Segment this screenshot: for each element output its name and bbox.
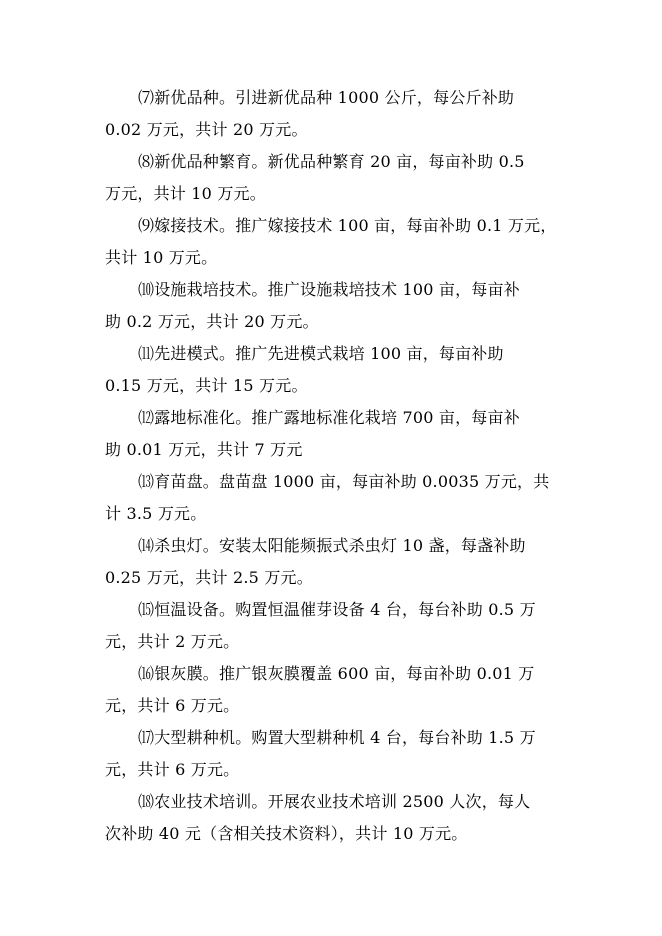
paragraph-item-8: [105, 146, 573, 210]
paragraph-line: ⒁杀虫灯。安装太阳能频振式杀虫灯 10 盏，每盏补助: [138, 536, 526, 555]
paragraph-line: ⒂恒温设备。购置恒温催芽设备 4 台，每台补助 0.5 万: [138, 600, 536, 619]
paragraph-line: 元，共计 6 万元。: [105, 760, 240, 779]
paragraph-line: 元，共计 6 万元。: [105, 696, 240, 715]
paragraph-line: 助 0.01 万元，共计 7 万元: [105, 440, 303, 459]
paragraph-item-14: [105, 530, 573, 594]
paragraph-item-9: [105, 210, 573, 274]
paragraph-item-18: [105, 786, 573, 850]
paragraph-line: 万元，共计 10 万元。: [105, 184, 266, 203]
paragraph-line: ⒅农业技术培训。开展农业技术培训 2500 人次，每人: [138, 792, 531, 811]
paragraph-line: 助 0.2 万元，共计 20 万元。: [105, 312, 319, 331]
paragraph-line: ⒀育苗盘。盘苗盘 1000 亩，每亩补助 0.0035 万元，共: [138, 472, 550, 491]
paragraph-item-17: [105, 722, 573, 786]
paragraph-line: ⑻新优品种繁育。新优品种繁育 20 亩，每亩补助 0.5: [138, 152, 525, 171]
paragraph-line: ⑽设施栽培技术。推广设施栽培技术 100 亩，每亩补: [138, 280, 520, 299]
paragraph-item-12: [105, 402, 573, 466]
paragraph-item-13: [105, 466, 573, 530]
paragraph-item-16: [105, 658, 573, 722]
paragraph-line: 共计 10 万元。: [105, 248, 218, 267]
paragraph-line: 次补助 40 元（含相关技术资料），共计 10 万元。: [105, 824, 468, 843]
document-body: [105, 82, 573, 850]
paragraph-line: ⒃银灰膜。推广银灰膜覆盖 600 亩，每亩补助 0.01 万: [138, 664, 535, 683]
paragraph-line: ⑼嫁接技术。推广嫁接技术 100 亩，每亩补助 0.1 万元，: [138, 216, 557, 235]
paragraph-line: 0.15 万元，共计 15 万元。: [105, 376, 308, 395]
paragraph-line: ⑺新优品种。引进新优品种 1000 公斤，每公斤补助: [138, 88, 515, 107]
paragraph-item-7: [105, 82, 573, 146]
paragraph-line: ⑾先进模式。推广先进模式栽培 100 亩，每亩补助: [138, 344, 504, 363]
paragraph-line: ⒄大型耕种机。购置大型耕种机 4 台，每台补助 1.5 万: [138, 728, 536, 747]
paragraph-item-11: [105, 338, 573, 402]
paragraph-line: 0.25 万元，共计 2.5 万元。: [105, 568, 313, 587]
paragraph-line: ⑿露地标准化。推广露地标准化栽培 700 亩，每亩补: [138, 408, 520, 427]
paragraph-line: 计 3.5 万元。: [105, 504, 207, 523]
paragraph-item-10: [105, 274, 573, 338]
paragraph-line: 元，共计 2 万元。: [105, 632, 240, 651]
paragraph-line: 0.02 万元，共计 20 万元。: [105, 120, 308, 139]
paragraph-item-15: [105, 594, 573, 658]
